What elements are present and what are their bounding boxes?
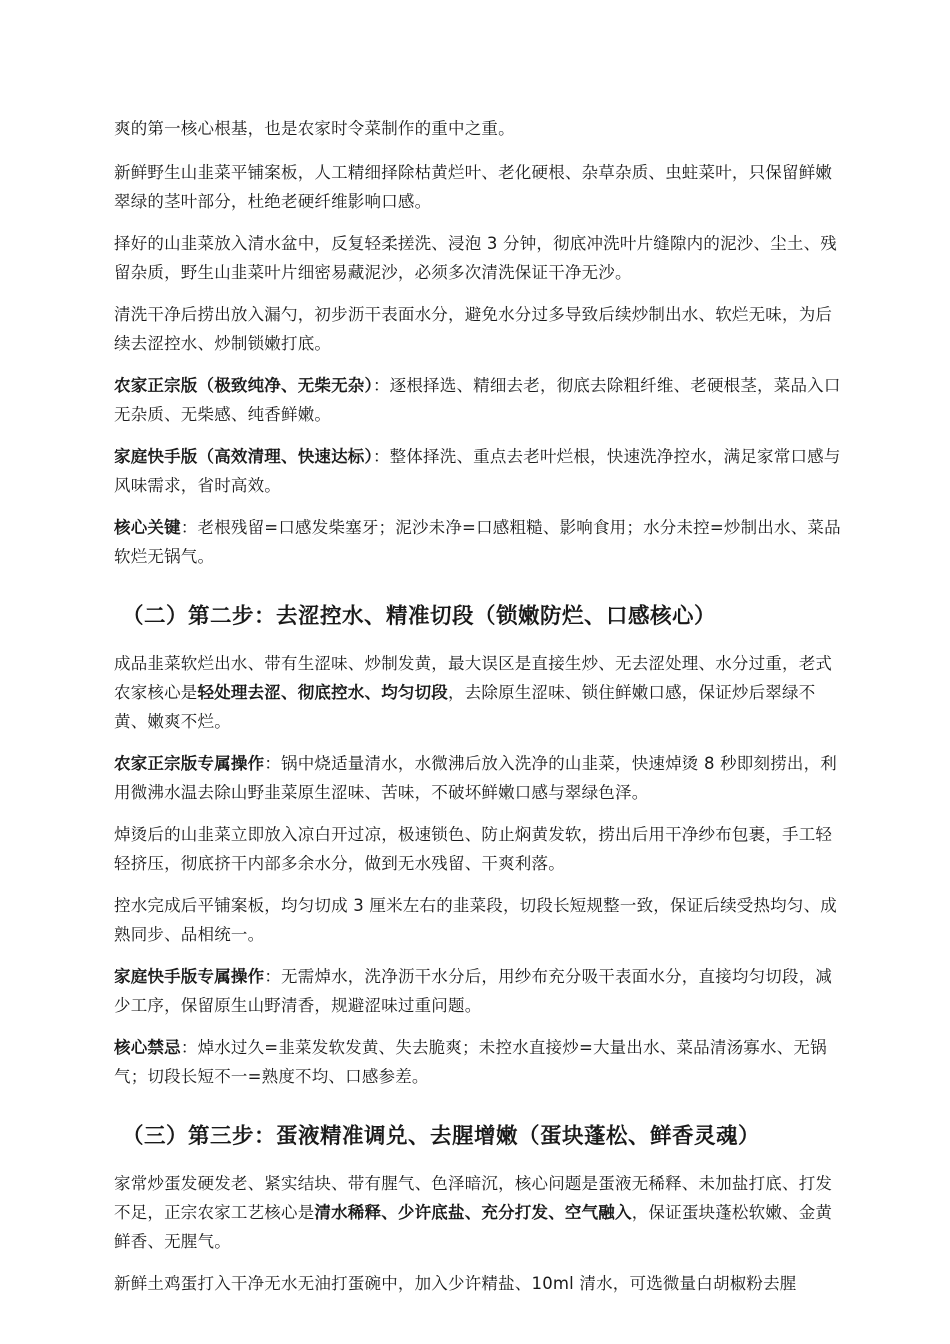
paragraph: 新鲜野生山韭菜平铺案板，人工精细择除枯黄烂叶、老化硬根、杂草杂质、虫蛀菜叶，只保留鲜嫩翠绿的茎叶部分，杜绝老硬纤维影响口感。 [114,163,833,211]
paragraph: 新鲜土鸡蛋打入干净无水无油打蛋碗中，加入少许精盐、10ml 清水，可选微量白胡椒粉去腥 [114,1274,797,1293]
bold-label: 核心禁忌 [114,1038,181,1057]
paragraph: 择好的山韭菜放入清水盆中，反复轻柔搓洗、浸泡 3 分钟，彻底冲洗叶片缝隙内的泥沙、尘土、残留杂质，野生山韭菜叶片细密易藏泥沙，必须多次清洗保证干净无沙。 [114,234,837,282]
bold-emphasis: 轻处理去涩、彻底控水、均匀切段 [197,683,448,702]
paragraph: 家常炒蛋发硬发老、紧实结块、带有腥气、色泽暗沉，核心问题是蛋液无稀释、未加盐打底、打发不足，正宗农家工艺核心是清水稀释、少许底盐、充分打发、空气融入，保证蛋块蓬松软嫩、金黄鲜香、无腥气。 [114,1174,833,1251]
paragraph: 控水完成后平铺案板，均匀切成 3 厘米左右的韭菜段，切段长短规整一致，保证后续受热均匀、成熟同步、品相统一。 [114,896,837,944]
paragraph-key-points: 核心关键：老根残留=口感发柴塞牙；泥沙未净=口感粗糙、影响食用；水分未控=炒制出水、菜品软烂无锅气。 [114,518,841,566]
bold-label: 农家正宗版专属操作 [114,754,265,773]
paragraph: 爽的第一核心根基，也是农家时令菜制作的重中之重。 [114,119,515,138]
bold-label: 家庭快手版（高效清理、快速达标） [114,447,373,466]
paragraph: 焯烫后的山韭菜立即放入凉白开过凉，极速锁色、防止焖黄发软，捞出后用干净纱布包裹，手工轻轻挤压，彻底挤干内部多余水分，做到无水残留、干爽利落。 [114,825,833,873]
paragraph: 成品韭菜软烂出水、带有生涩味、炒制发黄，最大误区是直接生炒、无去涩处理、水分过重，老式农家核心是轻处理去涩、彻底控水、均匀切段，去除原生涩味、锁住鲜嫩口感，保证炒后翠绿不黄、嫩爽不烂。 [114,654,833,731]
bold-emphasis: 清水稀释、少许底盐、充分打发、空气融入 [314,1203,632,1222]
bold-label: 核心关键 [114,518,181,537]
bold-label: 家庭快手版专属操作 [114,967,265,986]
bold-label: 农家正宗版（极致纯净、无柴无杂） [114,376,373,395]
section-heading-step-2: （二）第二步：去涩控水、精准切段（锁嫩防烂、口感核心） [122,604,717,629]
paragraph: 清洗干净后捞出放入漏勺，初步沥干表面水分，避免水分过多导致后续炒制出水、软烂无味，为后续去涩控水、炒制锁嫩打底。 [114,305,833,353]
paragraph-farm-operation: 农家正宗版专属操作：锅中烧适量清水，水微沸后放入洗净的山韭菜，快速焯烫 8 秒即刻捞出，利用微沸水温去除山野韭菜原生涩味、苦味，不破坏鲜嫩口感与翠绿色泽。 [114,754,837,802]
paragraph-farm-version: 农家正宗版（极致纯净、无柴无杂）：逐根择选、精细去老，彻底去除粗纤维、老硬根茎，菜品入口无杂质、无柴感、纯香鲜嫩。 [114,376,841,424]
paragraph-home-operation: 家庭快手版专属操作：无需焯水，洗净沥干水分后，用纱布充分吸干表面水分，直接均匀切段，减少工序，保留原生山野清香，规避涩味过重问题。 [114,967,833,1015]
paragraph-home-version: 家庭快手版（高效清理、快速达标）：整体择洗、重点去老叶烂根，快速洗净控水，满足家常口感与风味需求，省时高效。 [114,447,841,495]
document-page [114,114,842,1311]
section-heading-step-3: （三）第三步：蛋液精准调兑、去腥增嫩（蛋块蓬松、鲜香灵魂） [122,1124,761,1149]
paragraph-taboos: 核心禁忌：焯水过久=韭菜发软发黄、失去脆爽；未控水直接炒=大量出水、菜品清汤寡水、无锅气；切段长短不一=熟度不均、口感参差。 [114,1038,827,1086]
